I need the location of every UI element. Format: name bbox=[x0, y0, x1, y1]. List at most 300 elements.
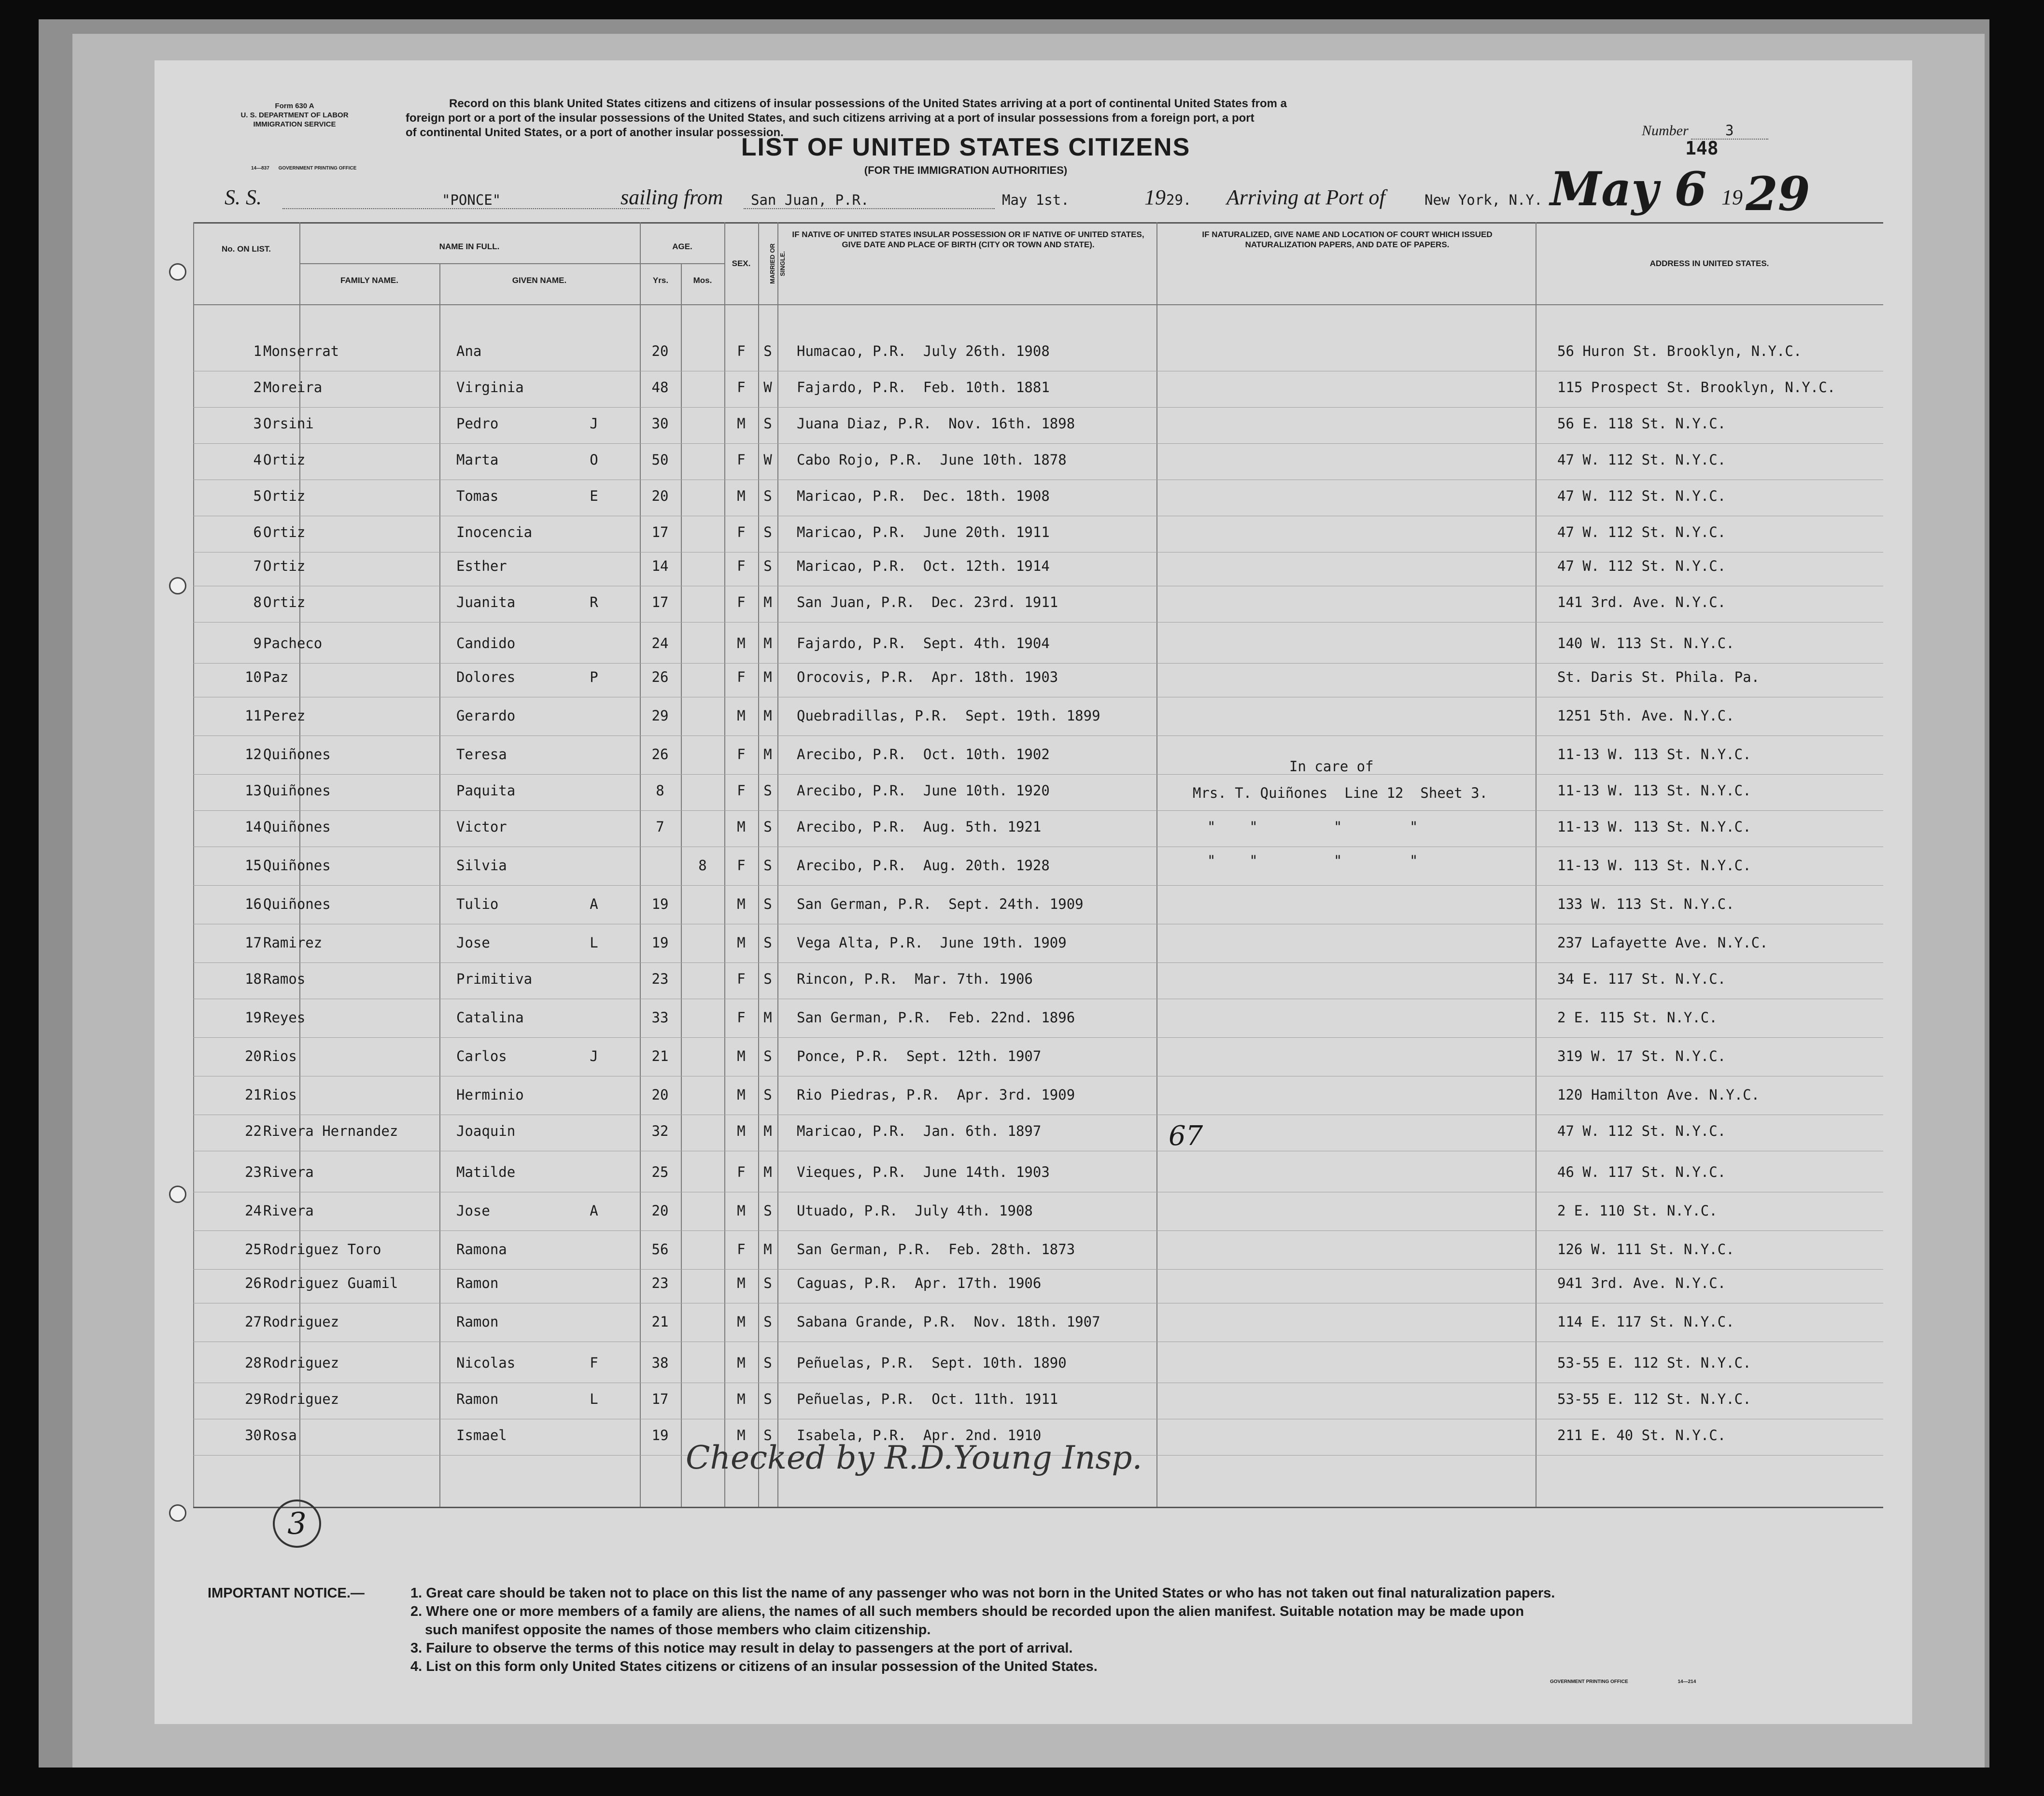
cell-initial: R bbox=[590, 594, 598, 610]
cell-birth: Cabo Rojo, P.R. June 10th. 1878 bbox=[797, 452, 1067, 468]
cell-family: Pacheco bbox=[263, 635, 323, 651]
cell-sex: F bbox=[737, 1164, 746, 1180]
cell-given: Dolores bbox=[456, 669, 516, 685]
cell-yrs: 38 bbox=[651, 1355, 669, 1371]
cell-no: 24 bbox=[245, 1202, 262, 1219]
cell-given: Joaquin bbox=[456, 1123, 516, 1139]
cell-sex: M bbox=[737, 1314, 746, 1330]
cell-ms: M bbox=[763, 1241, 772, 1258]
cell-yrs: 50 bbox=[651, 452, 669, 468]
punch-hole bbox=[169, 577, 186, 594]
cell-sex: F bbox=[737, 452, 746, 468]
cell-ms: W bbox=[763, 379, 772, 396]
col-rule bbox=[1536, 222, 1537, 1507]
cell-birth: Arecibo, P.R. June 10th. 1920 bbox=[797, 782, 1050, 799]
service-name: IMMIGRATION SERVICE bbox=[253, 120, 336, 128]
cell-address: 11-13 W. 113 St. N.Y.C. bbox=[1557, 746, 1751, 763]
cell-birth: San Juan, P.R. Dec. 23rd. 1911 bbox=[797, 594, 1058, 610]
cell-family: Rodriguez bbox=[263, 1355, 339, 1371]
col-header-address: ADDRESS IN UNITED STATES. bbox=[1649, 259, 1769, 268]
cell-address: 53-55 E. 112 St. N.Y.C. bbox=[1557, 1355, 1751, 1371]
header-bottom-rule bbox=[193, 304, 1883, 305]
cell-ms: M bbox=[763, 635, 772, 651]
col-header-married: MARRIED OR SINGLE. bbox=[769, 243, 786, 284]
cell-address: 46 W. 117 St. N.Y.C. bbox=[1557, 1164, 1726, 1180]
arrival-date-handwritten: May 6 bbox=[1550, 162, 1707, 216]
table-top-rule bbox=[193, 222, 1883, 224]
checked-by-signature: Checked by R.D.Young Insp. bbox=[686, 1439, 1142, 1476]
manifest-sheet bbox=[155, 60, 1912, 1724]
cell-no: 6 bbox=[253, 524, 262, 540]
col-header-age: AGE. bbox=[672, 242, 692, 251]
arrival-year-prefix: 19 bbox=[1721, 185, 1743, 209]
cell-given: Marta bbox=[456, 452, 499, 468]
cell-family: Reyes bbox=[263, 1009, 306, 1026]
cell-family: Ortiz bbox=[263, 558, 306, 574]
cell-sex: M bbox=[737, 635, 746, 651]
form-info bbox=[212, 101, 377, 129]
cell-given: Ramon bbox=[456, 1314, 499, 1330]
cell-no: 3 bbox=[253, 415, 262, 432]
col-header-yrs: Yrs. bbox=[652, 276, 669, 285]
cell-ms: S bbox=[763, 1275, 772, 1291]
cell-initial: A bbox=[590, 1202, 598, 1219]
cell-no: 12 bbox=[245, 746, 262, 763]
cell-ms: M bbox=[763, 594, 772, 610]
notice-item: 1. Great care should be taken not to place on this list the name of any passenger who was not born in the United States or who has not taken out final naturalization papers. bbox=[410, 1585, 1555, 1601]
cell-sex: F bbox=[737, 1241, 746, 1258]
cell-address: 11-13 W. 113 St. N.Y.C. bbox=[1557, 819, 1751, 835]
cell-address: 120 Hamilton Ave. N.Y.C. bbox=[1557, 1087, 1760, 1103]
cell-yrs: 29 bbox=[651, 707, 669, 724]
cell-ms: S bbox=[763, 524, 772, 540]
cell-address: 133 W. 113 St. N.Y.C. bbox=[1557, 896, 1734, 912]
cell-yrs: 17 bbox=[651, 1391, 669, 1407]
row-rule bbox=[193, 663, 1883, 664]
cell-ms: M bbox=[763, 746, 772, 763]
cell-sex: M bbox=[737, 1123, 746, 1139]
page-title: LIST OF UNITED STATES CITIZENS bbox=[741, 133, 1191, 161]
cell-given: Matilde bbox=[456, 1164, 516, 1180]
cell-sex: F bbox=[737, 669, 746, 685]
cell-address: 11-13 W. 113 St. N.Y.C. bbox=[1557, 857, 1751, 874]
cell-address: 53-55 E. 112 St. N.Y.C. bbox=[1557, 1391, 1751, 1407]
cell-ms: M bbox=[763, 1164, 772, 1180]
notice-item: 3. Failure to observe the terms of this notice may result in delay to passengers at the port of arrival. bbox=[410, 1640, 1073, 1656]
cell-yrs: 19 bbox=[651, 896, 669, 912]
cell-no: 26 bbox=[245, 1275, 262, 1291]
number-label: Number bbox=[1642, 123, 1689, 139]
cell-address: 47 W. 112 St. N.Y.C. bbox=[1557, 558, 1726, 574]
from-underline bbox=[744, 208, 995, 209]
number-field bbox=[1642, 122, 1816, 140]
cell-sex: F bbox=[737, 379, 746, 396]
cell-no: 21 bbox=[245, 1087, 262, 1103]
cell-address: 941 3rd. Ave. N.Y.C. bbox=[1557, 1275, 1726, 1291]
instruction-line: foreign port or a port of the insular possessions of the United States, and such citizens arriving at a port of insular possessions from a foreign port, a port bbox=[406, 112, 1255, 125]
cell-ms: S bbox=[763, 971, 772, 987]
cell-address: 56 Huron St. Brooklyn, N.Y.C. bbox=[1557, 343, 1802, 359]
cell-no: 16 bbox=[245, 896, 262, 912]
cell-given: Nicolas bbox=[456, 1355, 516, 1371]
page-stamp: 148 bbox=[1685, 138, 1719, 159]
cell-family: Rodriguez bbox=[263, 1391, 339, 1407]
cell-ms: S bbox=[763, 488, 772, 504]
cell-ms: S bbox=[763, 896, 772, 912]
col-header-no: No. ON LIST. bbox=[222, 244, 271, 254]
cell-birth: Maricao, P.R. Oct. 12th. 1914 bbox=[797, 558, 1050, 574]
cell-mos: 8 bbox=[698, 857, 707, 874]
cell-ms: S bbox=[763, 819, 772, 835]
cell-family: Rivera bbox=[263, 1164, 314, 1180]
cell-sex: F bbox=[737, 857, 746, 874]
cell-no: 11 bbox=[245, 707, 262, 724]
cell-no: 10 bbox=[245, 669, 262, 685]
arrival-year-handwritten: 29 bbox=[1746, 167, 1810, 221]
cell-given: Paquita bbox=[456, 782, 516, 799]
cell-initial: F bbox=[590, 1355, 598, 1371]
form-number: Form 630 A bbox=[275, 102, 314, 110]
cell-no: 1 bbox=[253, 343, 262, 359]
cell-no: 7 bbox=[253, 558, 262, 574]
cell-sex: M bbox=[737, 1275, 746, 1291]
cell-given: Jose bbox=[456, 1202, 490, 1219]
cell-yrs: 56 bbox=[651, 1241, 669, 1258]
cell-family: Quiñones bbox=[263, 819, 331, 835]
cell-address: 141 3rd. Ave. N.Y.C. bbox=[1557, 594, 1726, 610]
row-rule bbox=[193, 407, 1883, 408]
cell-initial: J bbox=[590, 415, 598, 432]
cell-given: Virginia bbox=[456, 379, 524, 396]
cell-sex: M bbox=[737, 707, 746, 724]
cell-birth: Peñuelas, P.R. Oct. 11th. 1911 bbox=[797, 1391, 1058, 1407]
cell-address: 47 W. 112 St. N.Y.C. bbox=[1557, 452, 1726, 468]
cell-family: Rios bbox=[263, 1087, 297, 1103]
cell-given: Tomas bbox=[456, 488, 499, 504]
cell-given: Candido bbox=[456, 635, 516, 651]
cell-no: 2 bbox=[253, 379, 262, 396]
notice-item: 2. Where one or more members of a family are aliens, the names of all such members should be recorded upon the alien manifest. Suitable notation may be made upon bbox=[410, 1604, 1524, 1619]
cell-given: Juanita bbox=[456, 594, 516, 610]
care-note-ditto: " " " " bbox=[1207, 852, 1418, 869]
cell-given: Ramon bbox=[456, 1275, 499, 1291]
cell-given: Ana bbox=[456, 343, 482, 359]
ship-underline bbox=[282, 208, 649, 209]
cell-given: Tulio bbox=[456, 896, 499, 912]
cell-address: 114 E. 117 St. N.Y.C. bbox=[1557, 1314, 1734, 1330]
cell-family: Quiñones bbox=[263, 857, 331, 874]
arriving-label: Arriving at Port of bbox=[1226, 185, 1385, 209]
col-rule bbox=[1156, 222, 1157, 1507]
cell-given: Ramon bbox=[456, 1391, 499, 1407]
cell-yrs: 20 bbox=[651, 343, 669, 359]
cell-address: 140 W. 113 St. N.Y.C. bbox=[1557, 635, 1734, 651]
cell-birth: Fajardo, P.R. Sept. 4th. 1904 bbox=[797, 635, 1050, 651]
cell-given: Catalina bbox=[456, 1009, 524, 1026]
cell-birth: San German, P.R. Feb. 22nd. 1896 bbox=[797, 1009, 1075, 1026]
cell-ms: M bbox=[763, 1123, 772, 1139]
cell-address: 47 W. 112 St. N.Y.C. bbox=[1557, 524, 1726, 540]
cell-address: 2 E. 110 St. N.Y.C. bbox=[1557, 1202, 1718, 1219]
cell-initial: O bbox=[590, 452, 598, 468]
print-code: 14—837 bbox=[251, 166, 269, 171]
care-note-line2: Mrs. T. Quiñones Line 12 Sheet 3. bbox=[1193, 785, 1488, 801]
cell-no: 29 bbox=[245, 1391, 262, 1407]
row-rule bbox=[193, 443, 1883, 444]
cell-sex: F bbox=[737, 343, 746, 359]
cell-family: Rodriguez Toro bbox=[263, 1241, 381, 1258]
cell-family: Rodriguez bbox=[263, 1314, 339, 1330]
cell-sex: F bbox=[737, 1009, 746, 1026]
col-header-naturalized: IF NATURALIZED, GIVE NAME AND LOCATION OF COURT WHICH ISSUED NATURALIZATION PAPERS, AND DATE OF PAPERS. bbox=[1202, 230, 1493, 249]
cell-given: Carlos bbox=[456, 1048, 507, 1064]
cell-no: 14 bbox=[245, 819, 262, 835]
cell-sex: M bbox=[737, 1202, 746, 1219]
cell-no: 30 bbox=[245, 1427, 262, 1443]
cell-sex: M bbox=[737, 934, 746, 951]
cell-ms: S bbox=[763, 558, 772, 574]
care-note-line1: In care of bbox=[1289, 758, 1374, 775]
cell-family: Ortiz bbox=[263, 488, 306, 504]
cell-given: Jose bbox=[456, 934, 490, 951]
cell-no: 18 bbox=[245, 971, 262, 987]
cell-given: Pedro bbox=[456, 415, 499, 432]
cell-sex: F bbox=[737, 594, 746, 610]
cell-birth: Fajardo, P.R. Feb. 10th. 1881 bbox=[797, 379, 1050, 396]
cell-sex: M bbox=[737, 1355, 746, 1371]
cell-no: 25 bbox=[245, 1241, 262, 1258]
cell-yrs: 21 bbox=[651, 1314, 669, 1330]
cell-yrs: 32 bbox=[651, 1123, 669, 1139]
cell-initial: E bbox=[590, 488, 598, 504]
cell-yrs: 19 bbox=[651, 934, 669, 951]
cell-yrs: 26 bbox=[651, 746, 669, 763]
cell-yrs: 23 bbox=[651, 1275, 669, 1291]
cell-address: 11-13 W. 113 St. N.Y.C. bbox=[1557, 782, 1751, 799]
cell-ms: S bbox=[763, 1048, 772, 1064]
cell-no: 13 bbox=[245, 782, 262, 799]
cell-no: 4 bbox=[253, 452, 262, 468]
cell-address: 115 Prospect St. Brooklyn, N.Y.C. bbox=[1557, 379, 1836, 396]
cell-sex: M bbox=[737, 896, 746, 912]
cell-sex: F bbox=[737, 524, 746, 540]
footer-print-office: GOVERNMENT PRINTING OFFICE bbox=[1550, 1679, 1628, 1684]
cell-yrs: 20 bbox=[651, 1087, 669, 1103]
footer-print-info bbox=[1550, 1679, 1696, 1684]
cell-no: 27 bbox=[245, 1314, 262, 1330]
row-rule bbox=[193, 1037, 1883, 1038]
cell-yrs: 17 bbox=[651, 594, 669, 610]
age-subheader-rule bbox=[640, 263, 724, 264]
cell-family: Quiñones bbox=[263, 782, 331, 799]
cell-birth: Juana Diaz, P.R. Nov. 16th. 1898 bbox=[797, 415, 1075, 432]
row-rule bbox=[193, 885, 1883, 886]
cell-initial: L bbox=[590, 1391, 598, 1407]
cell-yrs: 20 bbox=[651, 488, 669, 504]
cell-birth: Vieques, P.R. June 14th. 1903 bbox=[797, 1164, 1050, 1180]
sailing-date: May 1st. bbox=[1002, 192, 1070, 208]
number-value: 3 bbox=[1691, 122, 1768, 140]
cell-address: 319 W. 17 St. N.Y.C. bbox=[1557, 1048, 1726, 1064]
cell-sex: F bbox=[737, 558, 746, 574]
cell-given: Teresa bbox=[456, 746, 507, 763]
cell-family: Perez bbox=[263, 707, 306, 724]
from-port: San Juan, P.R. bbox=[751, 192, 869, 208]
cell-address: 47 W. 112 St. N.Y.C. bbox=[1557, 1123, 1726, 1139]
row-rule bbox=[193, 962, 1883, 963]
cell-no: 20 bbox=[245, 1048, 262, 1064]
cell-yrs: 8 bbox=[656, 782, 664, 799]
cell-ms: S bbox=[763, 1087, 772, 1103]
cell-sex: M bbox=[737, 819, 746, 835]
cell-yrs: 17 bbox=[651, 524, 669, 540]
cell-ms: W bbox=[763, 452, 772, 468]
cell-sex: M bbox=[737, 1048, 746, 1064]
cell-family: Rios bbox=[263, 1048, 297, 1064]
cell-sex: M bbox=[737, 1087, 746, 1103]
row-rule bbox=[193, 735, 1883, 736]
cell-birth: Humacao, P.R. July 26th. 1908 bbox=[797, 343, 1050, 359]
cell-ms: M bbox=[763, 707, 772, 724]
cell-birth: Peñuelas, P.R. Sept. 10th. 1890 bbox=[797, 1355, 1067, 1371]
arrival-port: New York, N.Y. bbox=[1424, 192, 1543, 208]
table-bottom-rule bbox=[193, 1507, 1883, 1508]
cell-address: 237 Lafayette Ave. N.Y.C. bbox=[1557, 934, 1768, 951]
cell-yrs: 24 bbox=[651, 635, 669, 651]
cell-sex: M bbox=[737, 415, 746, 432]
cell-birth: Maricao, P.R. June 20th. 1911 bbox=[797, 524, 1050, 540]
row-rule bbox=[193, 1230, 1883, 1231]
cell-given: Ramona bbox=[456, 1241, 507, 1258]
cell-birth: San German, P.R. Feb. 28th. 1873 bbox=[797, 1241, 1075, 1258]
cell-family: Rivera Hernandez bbox=[263, 1123, 398, 1139]
cell-ms: S bbox=[763, 1391, 772, 1407]
cell-given: Inocencia bbox=[456, 524, 533, 540]
punch-hole bbox=[169, 263, 186, 281]
margin-note: 67 bbox=[1169, 1120, 1203, 1152]
notice-heading: IMPORTANT NOTICE.— bbox=[208, 1585, 365, 1601]
cell-yrs: 33 bbox=[651, 1009, 669, 1026]
cell-birth: Caguas, P.R. Apr. 17th. 1906 bbox=[797, 1275, 1042, 1291]
cell-family: Quiñones bbox=[263, 746, 331, 763]
cell-ms: S bbox=[763, 1202, 772, 1219]
col-header-mos: Mos. bbox=[693, 276, 712, 285]
cell-yrs: 7 bbox=[656, 819, 664, 835]
cell-ms: S bbox=[763, 782, 772, 799]
footer-print-code: 14—214 bbox=[1677, 1679, 1696, 1684]
cell-given: Ismael bbox=[456, 1427, 507, 1443]
col-header-name: NAME IN FULL. bbox=[439, 242, 500, 251]
cell-no: 15 bbox=[245, 857, 262, 874]
print-office: GOVERNMENT PRINTING OFFICE bbox=[278, 166, 357, 171]
page-subtitle: (FOR THE IMMIGRATION AUTHORITIES) bbox=[864, 164, 1068, 176]
cell-birth: Utuado, P.R. July 4th. 1908 bbox=[797, 1202, 1033, 1219]
year-suffix: 29. bbox=[1166, 192, 1192, 208]
cell-family: Quiñones bbox=[263, 896, 331, 912]
cell-no: 5 bbox=[253, 488, 262, 504]
cell-family: Ortiz bbox=[263, 452, 306, 468]
cell-birth: San German, P.R. Sept. 24th. 1909 bbox=[797, 896, 1084, 912]
ss-label: S. S. bbox=[225, 185, 262, 209]
cell-no: 22 bbox=[245, 1123, 262, 1139]
cell-family: Moreira bbox=[263, 379, 323, 396]
cell-yrs: 48 bbox=[651, 379, 669, 396]
cell-family: Ortiz bbox=[263, 524, 306, 540]
year-prefix: 19 bbox=[1144, 185, 1166, 209]
cell-sex: M bbox=[737, 1427, 746, 1443]
cell-sex: F bbox=[737, 746, 746, 763]
cell-birth: Isabela, P.R. Apr. 2nd. 1910 bbox=[797, 1427, 1042, 1443]
cell-yrs: 30 bbox=[651, 415, 669, 432]
cell-ms: S bbox=[763, 1314, 772, 1330]
row-rule bbox=[193, 1269, 1883, 1270]
cell-no: 28 bbox=[245, 1355, 262, 1371]
row-rule bbox=[193, 774, 1883, 775]
cell-birth: Ponce, P.R. Sept. 12th. 1907 bbox=[797, 1048, 1042, 1064]
cell-initial: P bbox=[590, 669, 598, 685]
cell-no: 23 bbox=[245, 1164, 262, 1180]
cell-family: Ramos bbox=[263, 971, 306, 987]
col-header-family: FAMILY NAME. bbox=[340, 276, 398, 285]
cell-no: 9 bbox=[253, 635, 262, 651]
col-rule bbox=[777, 222, 778, 1507]
cell-sex: M bbox=[737, 488, 746, 504]
col-header-birth: IF NATIVE OF UNITED STATES INSULAR POSSESSION OR IF NATIVE OF UNITED STATES, GIVE DATE AND PLACE OF BIRTH (CITY OR TOWN AND STATE). bbox=[792, 230, 1144, 249]
cell-family: Orsini bbox=[263, 415, 314, 432]
cell-given: Victor bbox=[456, 819, 507, 835]
cell-family: Rosa bbox=[263, 1427, 297, 1443]
cell-address: 211 E. 40 St. N.Y.C. bbox=[1557, 1427, 1726, 1443]
cell-birth: Vega Alta, P.R. June 19th. 1909 bbox=[797, 934, 1067, 951]
punch-hole bbox=[169, 1186, 186, 1203]
cell-family: Ortiz bbox=[263, 594, 306, 610]
col-header-sex: SEX. bbox=[732, 259, 751, 268]
cell-given: Gerardo bbox=[456, 707, 516, 724]
cell-address: 56 E. 118 St. N.Y.C. bbox=[1557, 415, 1726, 432]
cell-yrs: 19 bbox=[651, 1427, 669, 1443]
cell-birth: Maricao, P.R. Jan. 6th. 1897 bbox=[797, 1123, 1042, 1139]
cell-ms: S bbox=[763, 857, 772, 874]
col-header-given: GIVEN NAME. bbox=[512, 276, 567, 285]
cell-yrs: 26 bbox=[651, 669, 669, 685]
cell-family: Ramirez bbox=[263, 934, 323, 951]
cell-address: St. Daris St. Phila. Pa. bbox=[1557, 669, 1760, 685]
instruction-line: Record on this blank United States citizens and citizens of insular possessions of the United States arriving at a port of continental United States from a bbox=[449, 97, 1287, 110]
form-print-info bbox=[251, 166, 356, 171]
cell-ms: M bbox=[763, 669, 772, 685]
cell-ms: S bbox=[763, 415, 772, 432]
cell-ms: M bbox=[763, 1009, 772, 1026]
instruction-line: of continental United States, or a port of another insular possession. bbox=[406, 126, 784, 139]
cell-sex: F bbox=[737, 971, 746, 987]
cell-address: 1251 5th. Ave. N.Y.C. bbox=[1557, 707, 1734, 724]
cell-no: 8 bbox=[253, 594, 262, 610]
cell-birth: Arecibo, P.R. Aug. 20th. 1928 bbox=[797, 857, 1050, 874]
cell-ms: S bbox=[763, 934, 772, 951]
cell-birth: Rio Piedras, P.R. Apr. 3rd. 1909 bbox=[797, 1087, 1075, 1103]
cell-birth: Orocovis, P.R. Apr. 18th. 1903 bbox=[797, 669, 1058, 685]
cell-given: Herminio bbox=[456, 1087, 524, 1103]
cell-birth: Arecibo, P.R. Aug. 5th. 1921 bbox=[797, 819, 1042, 835]
department-name: U. S. DEPARTMENT OF LABOR bbox=[240, 111, 349, 119]
punch-hole bbox=[169, 1504, 186, 1522]
cell-address: 2 E. 115 St. N.Y.C. bbox=[1557, 1009, 1718, 1026]
notice-item: 4. List on this form only United States citizens or citizens of an insular possession of the United States. bbox=[410, 1659, 1098, 1674]
cell-ms: S bbox=[763, 1355, 772, 1371]
cell-birth: Arecibo, P.R. Oct. 10th. 1902 bbox=[797, 746, 1050, 763]
cell-no: 17 bbox=[245, 934, 262, 951]
cell-yrs: 23 bbox=[651, 971, 669, 987]
